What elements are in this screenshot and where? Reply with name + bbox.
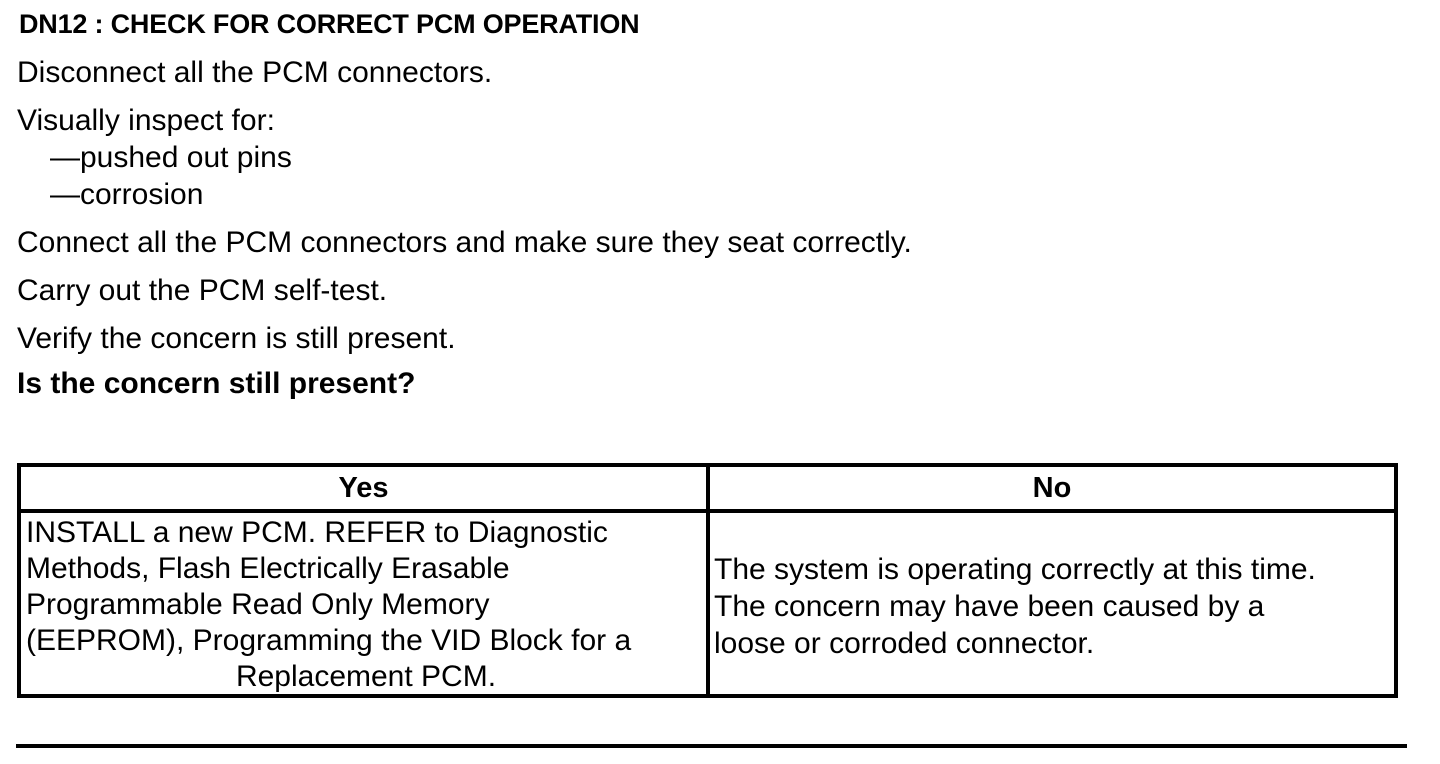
no-action-line: The system is operating correctly at this time. xyxy=(714,553,1316,586)
no-action-line: loose or corroded connector. xyxy=(714,627,1095,660)
yes-action-line: Methods, Flash Electrically Erasable xyxy=(26,552,510,585)
yes-action-line: (EEPROM), Programming the VID Block for a xyxy=(26,624,632,657)
no-header: No xyxy=(1032,472,1072,504)
instruction-verify: Verify the concern is still present. xyxy=(17,322,456,355)
yes-header: Yes xyxy=(338,472,389,504)
instruction-self-test: Carry out the PCM self-test. xyxy=(17,274,388,307)
yes-action-line: Programmable Read Only Memory xyxy=(26,588,490,621)
inspect-item: —corrosion xyxy=(50,178,204,211)
decision-question: Is the concern still present? xyxy=(17,367,416,400)
step-title: DN12 : CHECK FOR CORRECT PCM OPERATION xyxy=(19,9,640,39)
instruction-connect: Connect all the PCM connectors and make sure they seat correctly. xyxy=(17,226,912,259)
yes-action-cell xyxy=(26,515,706,695)
instruction-disconnect: Disconnect all the PCM connectors. xyxy=(17,56,493,89)
yes-action-line: Replacement PCM. xyxy=(235,660,497,693)
instruction-inspect: Visually inspect for: xyxy=(17,104,275,137)
no-action-cell xyxy=(714,551,1390,662)
result-table xyxy=(17,463,1398,698)
inspect-item: —pushed out pins xyxy=(50,141,292,174)
yes-action-line: INSTALL a new PCM. REFER to Diagnostic xyxy=(26,516,608,549)
section-divider xyxy=(16,744,1407,748)
table-divider-vertical xyxy=(706,467,710,694)
no-action-line: The concern may have been caused by a xyxy=(714,590,1265,623)
